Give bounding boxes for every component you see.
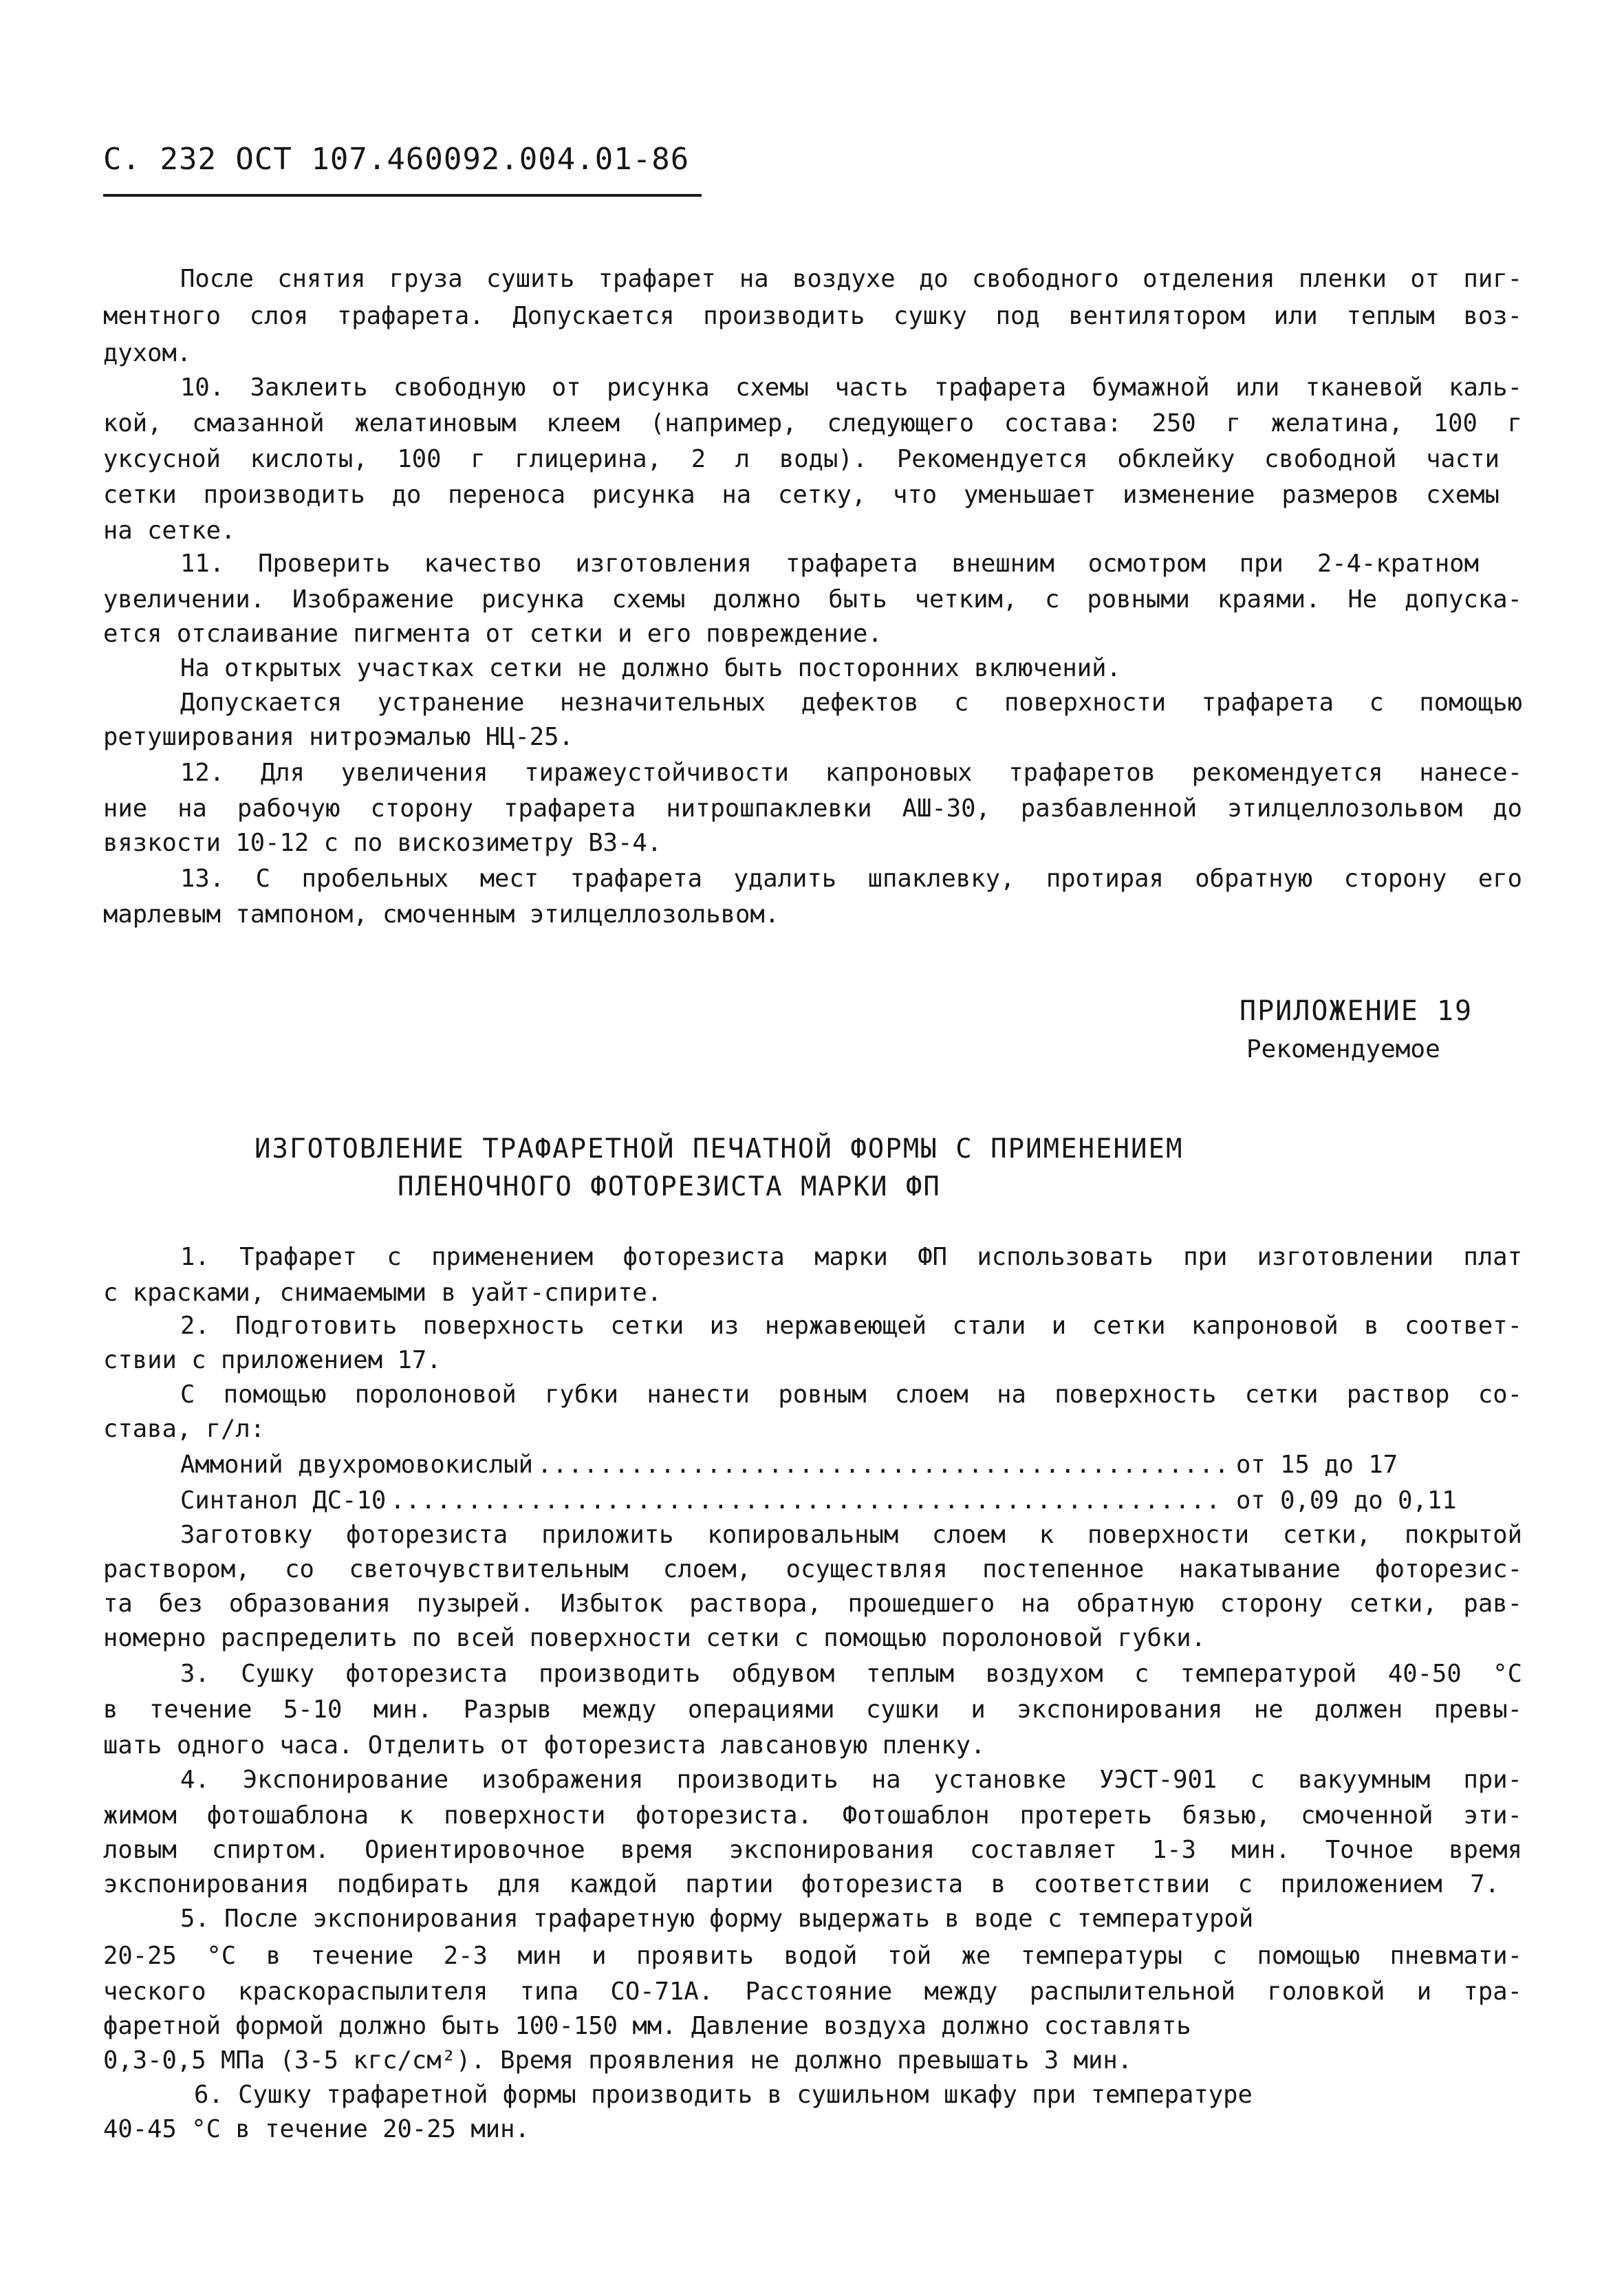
text-line: номерно распределить по всей поверхности сетки с помощью поролоновой губки. [103,1624,1206,1652]
text-line: Допускается устранение незначительных дефектов с поверхности трафарета с помощью [180,689,1522,717]
text-line: ние на рабочую сторону трафарета нитрошпаклевки АШ-30, разбавленной этилцеллозольвом до [103,794,1522,823]
text-line: сетки производить до переноса рисунка на сетку, что уменьшает изменение размеров схемы [103,481,1500,509]
page-header: С. 232 ОСТ 107.460092.004.01-86 [103,142,690,177]
text-line: кой, смазанной желатиновым клеем (например, следующего состава: 250 г желатина, 100 г [103,409,1522,437]
appendix-title-line-2: ПЛЕНОЧНОГО ФОТОРЕЗИСТА МАРКИ ФП [398,1171,941,1202]
text-line: 1. Трафарет с применением фоторезиста марки ФП использовать при изготовлении плат [180,1243,1522,1271]
text-line: 12. Для увеличения тиражеустойчивости капроновых трафаретов рекомендуется нанесе- [180,759,1522,787]
appendix-kind: Рекомендуемое [1246,1035,1440,1063]
text-line: ретуширования нитроэмалью НЦ-25. [103,723,574,751]
text-line: ется отслаивание пигмента от сетки и его повреждение. [103,620,883,648]
text-line: в течение 5-10 мин. Разрыв между операциями сушки и экспонирования не должен превы- [103,1696,1522,1724]
text-line: марлевым тампоном, смоченным этилцеллозольвом. [103,900,780,929]
text-line: фаретной формой должно быть 100-150 мм. Давление воздуха должно составлять [103,2012,1191,2040]
appendix-number: ПРИЛОЖЕНИЕ 19 [1239,995,1473,1027]
text-line: раствором, со светочувствительным слоем, осуществляя постепенное накатывание фоторезис- [103,1555,1522,1583]
text-line: 40-45 °С в течение 20-25 мин. [103,2115,530,2143]
text-line: на сетке. [103,517,236,545]
text-line: та без образования пузырей. Избыток раствора, прошедшего на обратную сторону сетки, рав- [103,1590,1522,1618]
component-row [180,1449,1494,1482]
text-line: с красками, снимаемыми в уайт-спирите. [103,1279,662,1307]
text-line: ствии с приложением 17. [103,1346,442,1374]
text-line: ческого краскораспылителя типа СО-71А. Расстояние между распылительной головкой и тра- [103,1978,1522,2006]
text-line: Заготовку фоторезиста приложить копировальным слоем к поверхности сетки, покрытой [180,1521,1522,1549]
text-line: уксусной кислоты, 100 г глицерина, 2 л воды). Рекомендуется обклейку свободной части [103,445,1500,473]
text-line: 0,3-0,5 МПа (3-5 кгс/см²). Время проявления не должно превышать 3 мин. [103,2046,1133,2075]
text-line: вязкости 10-12 с по вискозиметру ВЗ-4. [103,829,662,857]
component-name: Синтанол ДС-10 [180,1486,387,1515]
text-line: 10. Заклеить свободную от рисунка схемы часть трафарета бумажной или тканевой каль- [180,373,1522,402]
component-row [180,1484,1494,1517]
text-line: После снятия груза сушить трафарет на воздухе до свободного отделения пленки от пиг- [180,265,1522,293]
text-line: С помощью поролоновой губки нанести ровным слоем на поверхность сетки раствор со- [180,1380,1522,1409]
text-line: 3. Сушку фоторезиста производить обдувом теплым воздухом с температурой 40-50 °С [180,1660,1522,1688]
leader-dots [390,1484,1224,1517]
text-line: духом. [103,339,192,367]
text-line: увеличении. Изображение рисунка схемы должно быть четким, с ровными краями. Не допуска- [103,585,1522,614]
leader-dots [537,1449,1224,1482]
text-line: ловым спиртом. Ориентировочное время экспонирования составляет 1-3 мин. Точное время [103,1836,1522,1864]
text-line: 20-25 °С в течение 2-3 мин и проявить водой той же температуры с помощью пневмати- [103,1942,1522,1970]
text-line: экспонирования подбирать для каждой партии фоторезиста в соответствии с приложением 7. [103,1870,1500,1898]
text-line: става, г/л: [103,1415,266,1443]
text-line: 11. Проверить качество изготовления трафарета внешним осмотром при 2-4-кратном [180,550,1479,578]
text-line: жимом фотошаблона к поверхности фоторезиста. Фотошаблон протереть бязью, смоченной эти- [103,1801,1522,1830]
appendix-title-line-1: ИЗГОТОВЛЕНИЕ ТРАФАРЕТНОЙ ПЕЧАТНОЙ ФОРМЫ С ПРИМЕНЕНИЕМ [255,1134,1184,1165]
text-line: 6. Сушку трафаретной формы производить в сушильном шкафу при температуре [194,2081,1253,2109]
text-line: ментного слоя трафарета. Допускается производить сушку под вентилятором или теплым воз- [103,302,1522,330]
component-value: от 0,09 до 0,11 [1236,1486,1457,1515]
component-value: от 15 до 17 [1236,1451,1398,1479]
text-line: 2. Подготовить поверхность сетки из нержавеющей стали и сетки капроновой в соответ- [180,1312,1522,1340]
header-rule [103,194,702,197]
text-line: На открытых участках сетки не должно быть посторонних включений. [180,654,1121,682]
text-line: шать одного часа. Отделить от фоторезиста лавсановую пленку. [103,1731,986,1759]
component-name: Аммоний двухромовокислый [180,1451,533,1479]
text-line: 5. После экспонирования трафаретную форму выдержать в воде с температурой [180,1905,1254,1933]
text-line: 13. С пробельных мест трафарета удалить шпаклевку, протирая обратную сторону его [180,865,1522,893]
text-line: 4. Экспонирование изображения производить на установке УЭСТ-901 с вакуумным при- [180,1766,1522,1794]
